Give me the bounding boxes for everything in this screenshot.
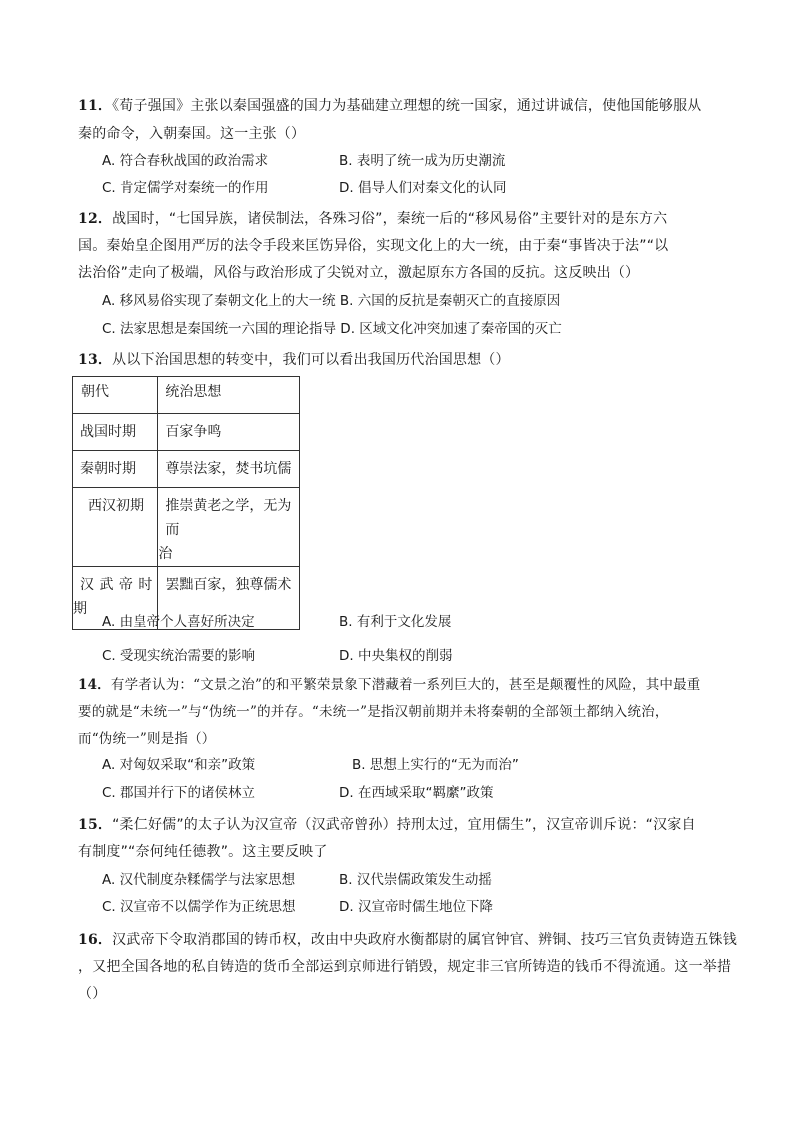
q13-option-d[interactable]: D. 中央集权的削弱 xyxy=(339,648,453,664)
q12-line1: 12．战国时，“七国异族，诸侯制法，各殊习俗”，秦统一后的“移风易俗”主要针对的是东方六 xyxy=(78,211,668,227)
q12-line2: 国。秦始皇企图用严厉的法令手段来匡饬异俗，实现文化上的大一统，由于秦“事皆决于法”“以 xyxy=(78,238,669,254)
q16-line3: （） xyxy=(78,986,107,1002)
table-row xyxy=(73,414,300,451)
q13-option-a[interactable]: A. 由皇帝个人喜好所决定 xyxy=(102,614,255,630)
q15-option-b[interactable]: B. 汉代崇儒政策发生动摇 xyxy=(339,872,492,888)
q12-option-cd[interactable]: C. 法家思想是秦国统一六国的理论指导 D. 区域文化冲突加速了秦帝国的灭亡 xyxy=(102,321,562,337)
q15-number: 15． xyxy=(78,817,113,833)
q14-line1: 14．有学者认为：“文景之治”的和平繁荣景象下潜藏着一系列巨大的，甚至是颠覆性的风险，其中最重 xyxy=(78,677,701,693)
q13-stem: 13．从以下治国思想的转变中，我们可以看出我国历代治国思想（） xyxy=(78,352,510,368)
q11-number: 11． xyxy=(78,98,113,114)
q13-option-b[interactable]: B. 有利于文化发展 xyxy=(339,614,452,630)
table-cell-dynasty: 西汉初期 xyxy=(73,488,158,567)
table-cell-dynasty: 战国时期 xyxy=(73,414,158,451)
q11-line1: 11．《荀子强国》主张以秦国强盛的国力为基础建立理想的统一国家，通过讲诚信，使他国能够服从 xyxy=(78,98,702,114)
q15-option-d[interactable]: D. 汉宣帝时儒生地位下降 xyxy=(339,899,493,915)
q14-line2: 要的就是“未统一”与“伪统一”的并存。“未统一”是指汉朝前期并未将秦朝的全部领土都纳入统治， xyxy=(78,704,669,720)
q13-number: 13． xyxy=(78,352,113,368)
q14-option-c[interactable]: C. 郡国并行下的诸侯林立 xyxy=(102,785,256,801)
dynasty-thought-table xyxy=(72,376,300,630)
table-header-thought: 统治思想 xyxy=(158,377,300,414)
table-cell-thought: 百家争鸣 xyxy=(158,414,300,451)
table-row xyxy=(73,451,300,488)
q11-line2: 秦的命令，入朝秦国。这一主张（） xyxy=(78,126,306,142)
table-header-dynasty: 朝代 xyxy=(73,377,158,414)
table-header-row xyxy=(73,377,300,414)
q11-option-a[interactable]: A. 符合春秋战国的政治需求 xyxy=(102,153,269,169)
q14-line3: 而“伪统一”则是指（） xyxy=(78,731,216,747)
q14-option-d[interactable]: D. 在西域采取“羁縻”政策 xyxy=(339,785,494,801)
q16-line2: ，又把全国各地的私自铸造的货币全部运到京师进行销毁，规定非三官所铸造的钱币不得流通。这一举措 xyxy=(78,959,732,975)
table-cell-dynasty: 秦朝时期 xyxy=(73,451,158,488)
q14-number: 14． xyxy=(78,677,111,693)
q11-option-b[interactable]: B. 表明了统一成为历史潮流 xyxy=(339,153,506,169)
q14-option-b[interactable]: B. 思想上实行的“无为而治” xyxy=(352,757,519,773)
q13-option-c[interactable]: C. 受现实统治需要的影响 xyxy=(102,648,256,664)
q11-option-c[interactable]: C. 肯定儒学对秦统一的作用 xyxy=(102,180,269,196)
table-cell-thought: 罢黜百家，独尊儒术 xyxy=(158,567,300,630)
q12-line3: 法治俗”走向了极端，风俗与政治形成了尖锐对立，激起原东方各国的反抗。这反映出（） xyxy=(78,265,640,281)
q11-option-d[interactable]: D. 倡导人们对秦文化的认同 xyxy=(339,180,507,196)
q15-line1: 15．“柔仁好儒”的太子认为汉宣帝（汉武帝曾孙）持刑太过，宜用儒生”，汉宣帝训斥说：“汉家自 xyxy=(78,817,696,833)
q12-number: 12． xyxy=(78,211,113,227)
q16-line1: 16．汉武帝下令取消郡国的铸币权，改由中央政府水衡都尉的属官钟官、辨铜、技巧三官负责铸造五铢钱 xyxy=(78,932,737,948)
q15-option-c[interactable]: C. 汉宣帝不以儒学作为正统思想 xyxy=(102,899,296,915)
table-cell-dynasty: 汉 武 帝 时 期 xyxy=(73,567,158,630)
q15-line2: 有制度”“奈何纯任德教”。这主要反映了 xyxy=(78,844,328,860)
q15-option-a[interactable]: A. 汉代制度杂糅儒学与法家思想 xyxy=(102,872,296,888)
q16-number: 16． xyxy=(78,932,113,948)
q12-option-ab[interactable]: A. 移风易俗实现了秦朝文化上的大一统 B. 六国的反抗是秦朝灭亡的直接原因 xyxy=(102,293,561,309)
q14-option-a[interactable]: A. 对匈奴采取“和亲”政策 xyxy=(102,757,256,773)
table-row xyxy=(73,488,300,567)
table-cell-thought: 推崇黄老之学，无为而 治 xyxy=(158,488,300,567)
table-cell-thought: 尊崇法家，焚书坑儒 xyxy=(158,451,300,488)
